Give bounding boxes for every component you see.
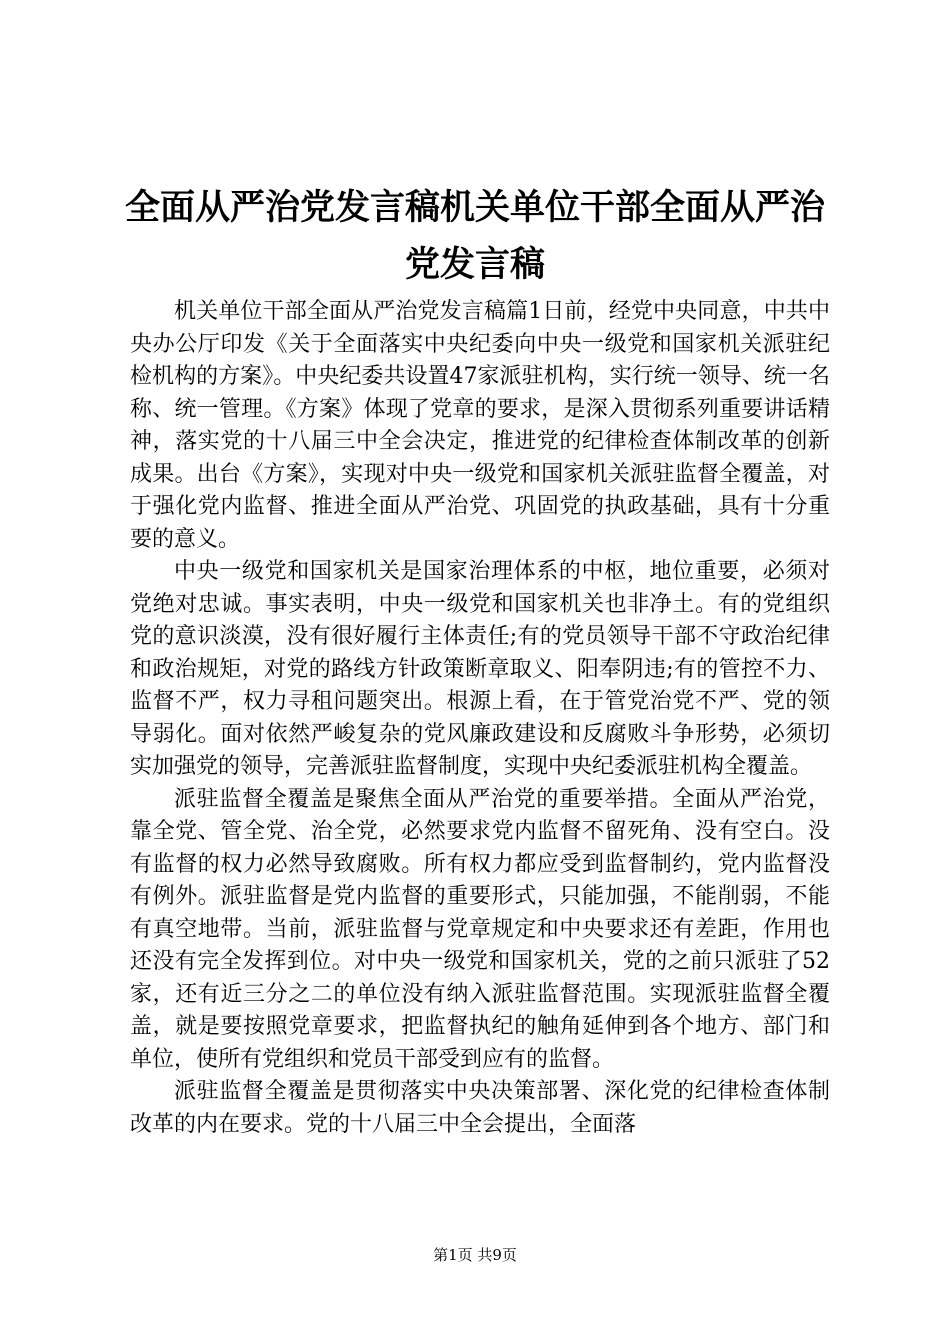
paragraph-3: 派驻监督全覆盖是聚焦全面从严治党的重要举措。全面从严治党，靠全党、管全党、治全党，必然要求党内监督不留死角、没有空白。没有监督的权力必然导致腐败。所有权力都应受到监督制约，党内监督没有例外。派驻监督是党内监督的重要形式，只能加强，不能削弱，不能有真空地带。当前，派驻监督与党章规定和中央要求还有差距，作用也还没有完全发挥到位。对中央一级党和国家机关，党的之前只派驻了52家，还有近三分之二的单位没有纳入派驻监督范围。实现派驻监督全覆盖，就是要按照党章要求，把监督执纪的触角延伸到各个地方、部门和单位，使所有党组织和党员干部受到应有的监督。 (130, 786, 830, 1072)
title-line-2: 党发言稿 (404, 245, 545, 285)
paragraph-4: 派驻监督全覆盖是贯彻落实中央决策部署、深化党的纪律检查体制改革的内在要求。党的十八届三中全会提出，全面落 (130, 1079, 830, 1137)
paragraph-2: 中央一级党和国家机关是国家治理体系的中枢，地位重要，必须对党绝对忠诚。事实表明，中央一级党和国家机关也非净土。有的党组织党的意识淡漠，没有很好履行主体责任;有的党员领导干部不守政治纪律和政治规矩，对党的路线方针政策断章取义、阳奉阴违;有的管控不力、监督不严，权力寻租问题突出。根源上看，在于管党治党不严、党的领导弱化。面对依然严峻复杂的党风廉政建设和反腐败斗争形势，必须切实加强党的领导，完善派驻监督制度，实现中央纪委派驻机构全覆盖。 (130, 559, 830, 779)
paragraph-1: 机关单位干部全面从严治党发言稿篇1日前，经党中央同意，中共中央办公厅印发《关于全面落实中央纪委向中央一级党和国家机关派驻纪检机构的方案》。中央纪委共设置47家派驻机构，实行统一领导、统一名称、统一管理。《方案》体现了党章的要求，是深入贯彻系列重要讲话精神，落实党的十八届三中全会决定，推进党的纪律检查体制改革的创新成果。出台《方案》，实现对中央一级党和国家机关派驻监督全覆盖，对于强化党内监督、推进全面从严治党、巩固党的执政基础，具有十分重要的意义。 (130, 299, 830, 552)
document-body (130, 296, 830, 1141)
title-line-1: 全面从严治党发言稿机关单位干部全面从严治 (124, 188, 825, 228)
document-title (100, 180, 850, 294)
page-number-label: 第1页 共9页 (433, 1246, 517, 1264)
page-footer (0, 1245, 950, 1265)
